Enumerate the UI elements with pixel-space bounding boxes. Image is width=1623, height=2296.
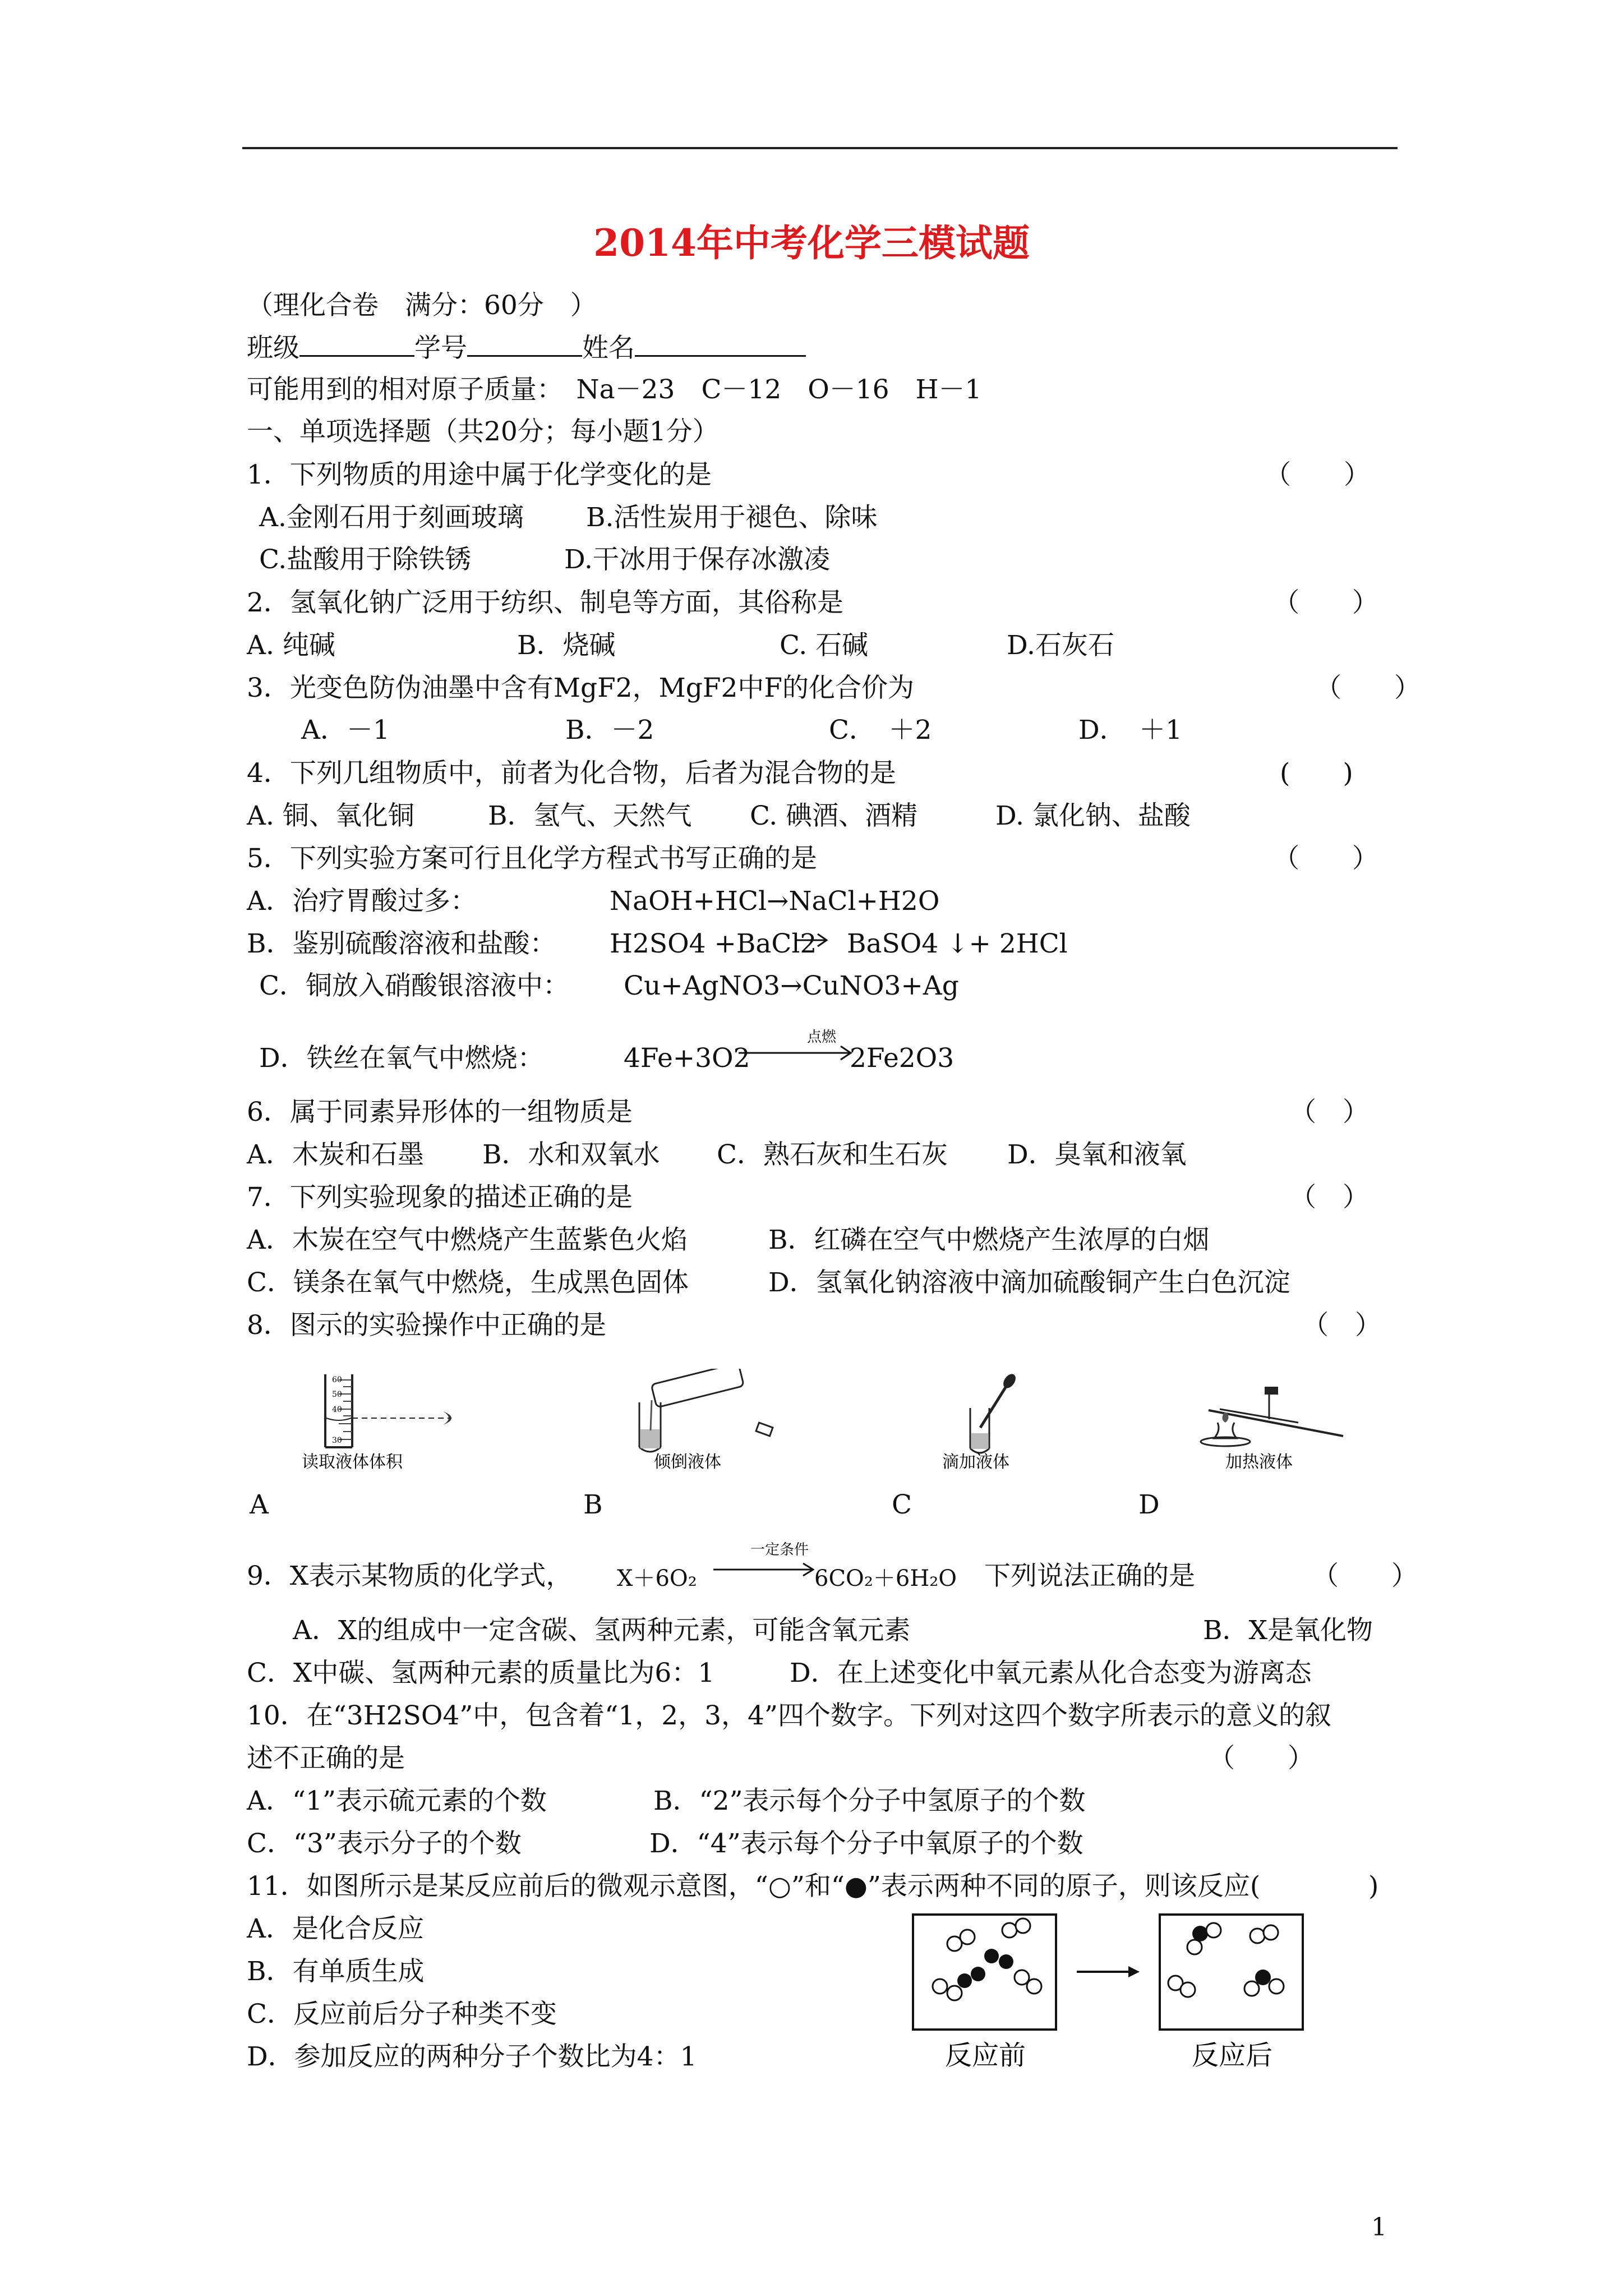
q1-answer-paren: （ ） [1265,459,1370,490]
q5-answer-paren: （ ） [1273,843,1378,874]
figure-letter-c: C [892,1489,912,1520]
q11-option-b: B．有单质生成 [247,1956,425,1987]
q5-stem: 5．下列实验方案可行且化学方程式书写正确的是 [247,843,817,874]
q9-option-d: D．在上述变化中氧元素从化合态变为游离态 [790,1658,1312,1688]
q10-stem-line1: 10．在“3H2SO4”中，包含着“1，2，3，4”四个数字。下列对这四个数字所表示的意义的叙 [247,1700,1331,1731]
figure-letter-a: A [250,1489,269,1520]
q10-option-d: D．“4”表示每个分子中氧原子的个数 [649,1828,1083,1859]
q5-option-b-label: B．鉴别硫酸溶液和盐酸： [247,928,556,959]
label-after: 反应后 [1192,2040,1273,2071]
id-label: 学号 [414,333,467,364]
figure-heat-liquid [1186,1369,1366,1470]
q6-stem: 6．属于同素异形体的一组物质是 [247,1097,633,1128]
q5-option-b-equation-right: BaSO4 ↓+ 2HCl [847,928,1068,959]
q5-option-c-equation: Cu+AgNO3→CuNO3+Ag [624,970,959,1001]
q5-option-a-label: A．治疗胃酸过多： [247,886,477,917]
cylinder-tick-label: 40 [332,1405,342,1414]
q7-option-c: C．镁条在氧气中燃烧，生成黑色固体 [247,1267,689,1298]
q2-option-d: D.石灰石 [1007,630,1114,661]
q5-b-arrow-icon [795,931,829,948]
q2-stem: 2．氢氧化钠广泛用于纺织、制皂等方面，其俗称是 [247,587,843,618]
q8-stem: 8．图示的实验操作中正确的是 [247,1310,606,1341]
figure-drop-liquid [920,1369,1088,1470]
reaction-diagram [909,1904,1312,2073]
figure-letter-d: D [1138,1489,1160,1520]
q2-option-b: B．烧碱 [517,630,616,661]
q5-d-condition: 点燃 [806,1029,836,1046]
cylinder-tick-label: 30 [332,1436,342,1445]
q11-stem: 11．如图所示是某反应前后的微观示意图，“○”和“●”表示两种不同的原子，则该反应( [247,1871,1261,1902]
q6-answer-paren: （ ） [1290,1097,1369,1128]
q9-option-a: A．X的组成中一定含碳、氢两种元素，可能含氧元素 [293,1615,911,1646]
q3-option-a: A．－1 [301,715,390,746]
figure-letter-b: B [583,1489,603,1520]
q1-option-d: D.干冰用于保存冰激凌 [564,544,830,575]
q9-stem-tail: 下列说法正确的是 [984,1561,1195,1591]
q9-option-c: C．X中碳、氢两种元素的质量比为6：1 [247,1658,715,1688]
q1-option-a: A.金刚石用于刻画玻璃 [259,502,524,533]
after-box [1160,1915,1303,2030]
caption-read-volume: 读取液体体积 [302,1452,403,1470]
q9-arrow-icon [712,1561,814,1578]
q2-option-a: A. 纯碱 [247,630,335,661]
q4-option-d: D. 氯化钠、盐酸 [995,800,1191,831]
q5-option-c-label: C．铜放入硝酸银溶液中： [259,970,569,1001]
q11-option-d: D．参加反应的两种分子个数比为4：1 [247,2041,697,2072]
q6-option-c: C．熟石灰和生石灰 [717,1139,948,1170]
q4-option-c: C. 碘酒、酒精 [750,800,918,831]
paper-info: （理化合卷 满分：60分 ） [247,290,597,321]
q4-stem: 4．下列几组物质中，前者为化合物，后者为混合物的是 [247,758,896,789]
caption-drop-liquid: 滴加液体 [942,1452,1009,1470]
student-info-line [247,328,806,368]
q5-option-d-label: D．铁丝在氧气中燃烧： [259,1043,544,1074]
header-rule [242,147,1398,149]
q2-option-c: C. 石碱 [780,630,869,661]
q1-stem: 1．下列物质的用途中属于化学变化的是 [247,459,712,490]
q11-answer-paren-end: ) [1368,1871,1379,1902]
class-label: 班级 [247,333,299,364]
q3-option-c: C． ＋2 [829,715,932,746]
q9-answer-paren: （ ） [1312,1561,1418,1591]
q10-option-b: B．“2”表示每个分子中氢原子的个数 [653,1786,1086,1816]
q3-option-b: B．－2 [565,715,654,746]
figure-read-volume [292,1369,494,1470]
name-label: 姓名 [582,333,635,364]
q9-equation-condition: 一定条件 [750,1542,809,1558]
q10-answer-paren: （ ） [1209,1743,1314,1774]
arrow-icon [1077,1966,1140,1977]
q6-option-b: B．水和双氧水 [482,1139,660,1170]
cylinder-tick-label: 50 [332,1390,342,1399]
class-blank[interactable] [299,328,414,357]
q3-option-d: D． ＋1 [1078,715,1183,746]
q7-option-d: D．氢氧化钠溶液中滴加硫酸铜产生白色沉淀 [768,1267,1290,1298]
caption-heat-liquid: 加热液体 [1225,1452,1293,1470]
q2-answer-paren: （ ） [1273,587,1378,618]
caption-pour-liquid: 倾倒液体 [654,1452,721,1470]
id-blank[interactable] [467,328,582,357]
q5-option-b-equation-left: H2SO4 +BaCl2 [610,928,817,959]
q3-answer-paren: （ ） [1315,673,1421,703]
q5-option-d-equation-left: 4Fe+3O2 [624,1043,750,1074]
q5-option-d-equation-right: 2Fe2O3 [850,1043,955,1074]
figure-pour-liquid [606,1369,808,1470]
name-blank[interactable] [635,328,806,357]
q1-option-c: C.盐酸用于除铁锈 [259,544,472,575]
q11-option-c: C．反应前后分子种类不变 [247,1999,557,2030]
q1-option-b: B.活性炭用于褪色、除味 [586,502,878,533]
label-before: 反应前 [945,2040,1026,2071]
q9-stem: 9．X表示某物质的化学式， [247,1561,573,1591]
q7-answer-paren: （ ） [1290,1182,1369,1213]
q4-answer-paren: ( ) [1280,758,1353,789]
q4-option-a: A. 铜、氧化铜 [247,800,414,831]
atomic-mass-note: 可能用到的相对原子质量： Na－23 C－12 O－16 H－1 [247,374,982,405]
q9-equation-right: 6CO₂＋6H₂O [814,1566,957,1591]
q10-stem-line2: 述不正确的是 [247,1743,405,1774]
q4-option-b: B．氢气、天然气 [488,800,692,831]
cylinder-tick-label: 60 [332,1375,342,1384]
q5-option-a-equation: NaOH+HCl→NaCl+H2O [610,886,940,917]
q8-answer-paren: （ ） [1302,1310,1381,1341]
q9-equation-left: X＋6O₂ [617,1566,697,1591]
q5-d-arrow-icon [737,1043,852,1062]
page-number: 1 [1371,2213,1387,2242]
section-1-heading: 一、单项选择题（共20分；每小题1分） [247,416,719,447]
q10-option-c: C．“3”表示分子的个数 [247,1828,522,1859]
q10-option-a: A．“1”表示硫元素的个数 [247,1786,547,1816]
q7-option-a: A．木炭在空气中燃烧产生蓝紫色火焰 [247,1225,688,1255]
page-title: 2014年中考化学三模试题 [593,221,1030,265]
q7-option-b: B．红磷在空气中燃烧产生浓厚的白烟 [768,1225,1210,1255]
q11-option-a: A．是化合反应 [247,1913,424,1944]
q7-stem: 7．下列实验现象的描述正确的是 [247,1182,633,1213]
q3-stem: 3．光变色防伪油墨中含有MgF2，MgF2中F的化合价为 [247,673,914,703]
q9-option-b: B．X是氧化物 [1203,1615,1373,1646]
before-box [913,1915,1056,2030]
q6-option-a: A．木炭和石墨 [247,1139,424,1170]
q6-option-d: D．臭氧和液氧 [1007,1139,1187,1170]
